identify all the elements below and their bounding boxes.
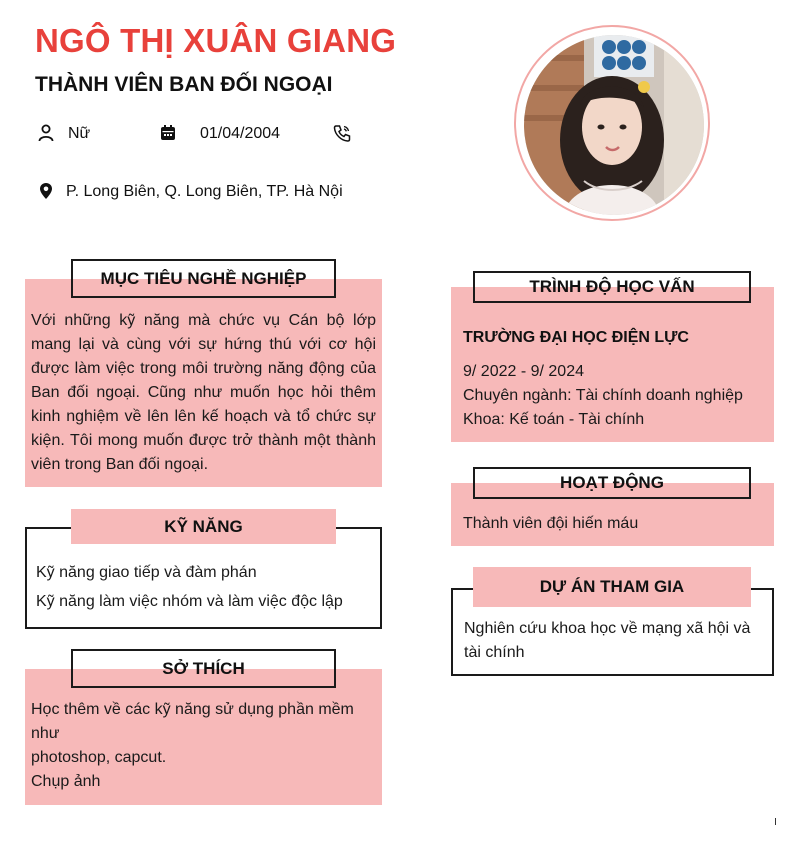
activities-title: HOẠT ĐỘNG [473, 467, 751, 499]
location-pin-icon [36, 181, 56, 201]
hobby-line: Học thêm về các kỹ năng sử dụng phần mềm như [31, 701, 354, 742]
skills-list [36, 558, 376, 616]
candidate-name: NGÔ THỊ XUÂN GIANG [35, 22, 397, 59]
faculty: Khoa: Kế toán - Tài chính [463, 411, 645, 428]
calendar-icon [158, 123, 178, 143]
edge-mark [775, 818, 776, 825]
skill-item: Kỹ năng làm việc nhóm và làm việc độc lập [36, 593, 343, 610]
skill-item: Kỹ năng giao tiếp và đàm phán [36, 564, 257, 581]
major: Chuyên ngành: Tài chính doanh nghiệp [463, 387, 743, 404]
avatar [524, 35, 704, 215]
objective-text: Với những kỹ năng mà chức vụ Cán bộ lớp mang lại và cùng với sự hứng thú với cơ hội được làm việc trong môi trường năng động của Ban đối ngoại. Cũng như muốn học hỏi thêm kinh nghiệm về lên lên kế hoạch và tổ chức sự kiện. Tôi mong muốn được trở thành một thành viên trong Ban đối ngoại. [31, 312, 376, 473]
school-name: TRƯỜNG ĐẠI HỌC ĐIỆN LỰC [463, 329, 689, 346]
projects-title: DỰ ÁN THAM GIA [473, 567, 751, 607]
activity-item: Thành viên đội hiến máu [463, 515, 639, 532]
birthdate-value: 01/04/2004 [200, 125, 281, 142]
hobbies-text [31, 698, 377, 794]
education-details [463, 360, 768, 432]
objective-title: MỤC TIÊU NGHỀ NGHIỆP [71, 259, 336, 298]
hobby-line: photoshop, capcut. [31, 749, 167, 766]
project-text: Nghiên cứu khoa học về mạng xã hội và tài chính [464, 620, 751, 661]
hobby-line: Chụp ảnh [31, 773, 101, 790]
person-icon [36, 123, 56, 143]
skills-title: KỸ NĂNG [71, 509, 336, 544]
hobbies-title: SỞ THÍCH [71, 649, 336, 688]
candidate-position: THÀNH VIÊN BAN ĐỐI NGOẠI [35, 73, 333, 96]
address-value: P. Long Biên, Q. Long Biên, TP. Hà Nội [66, 183, 343, 200]
phone-icon [332, 123, 352, 143]
study-period: 9/ 2022 - 9/ 2024 [463, 363, 584, 380]
gender-value: Nữ [68, 125, 91, 142]
education-title: TRÌNH ĐỘ HỌC VẤN [473, 271, 751, 303]
